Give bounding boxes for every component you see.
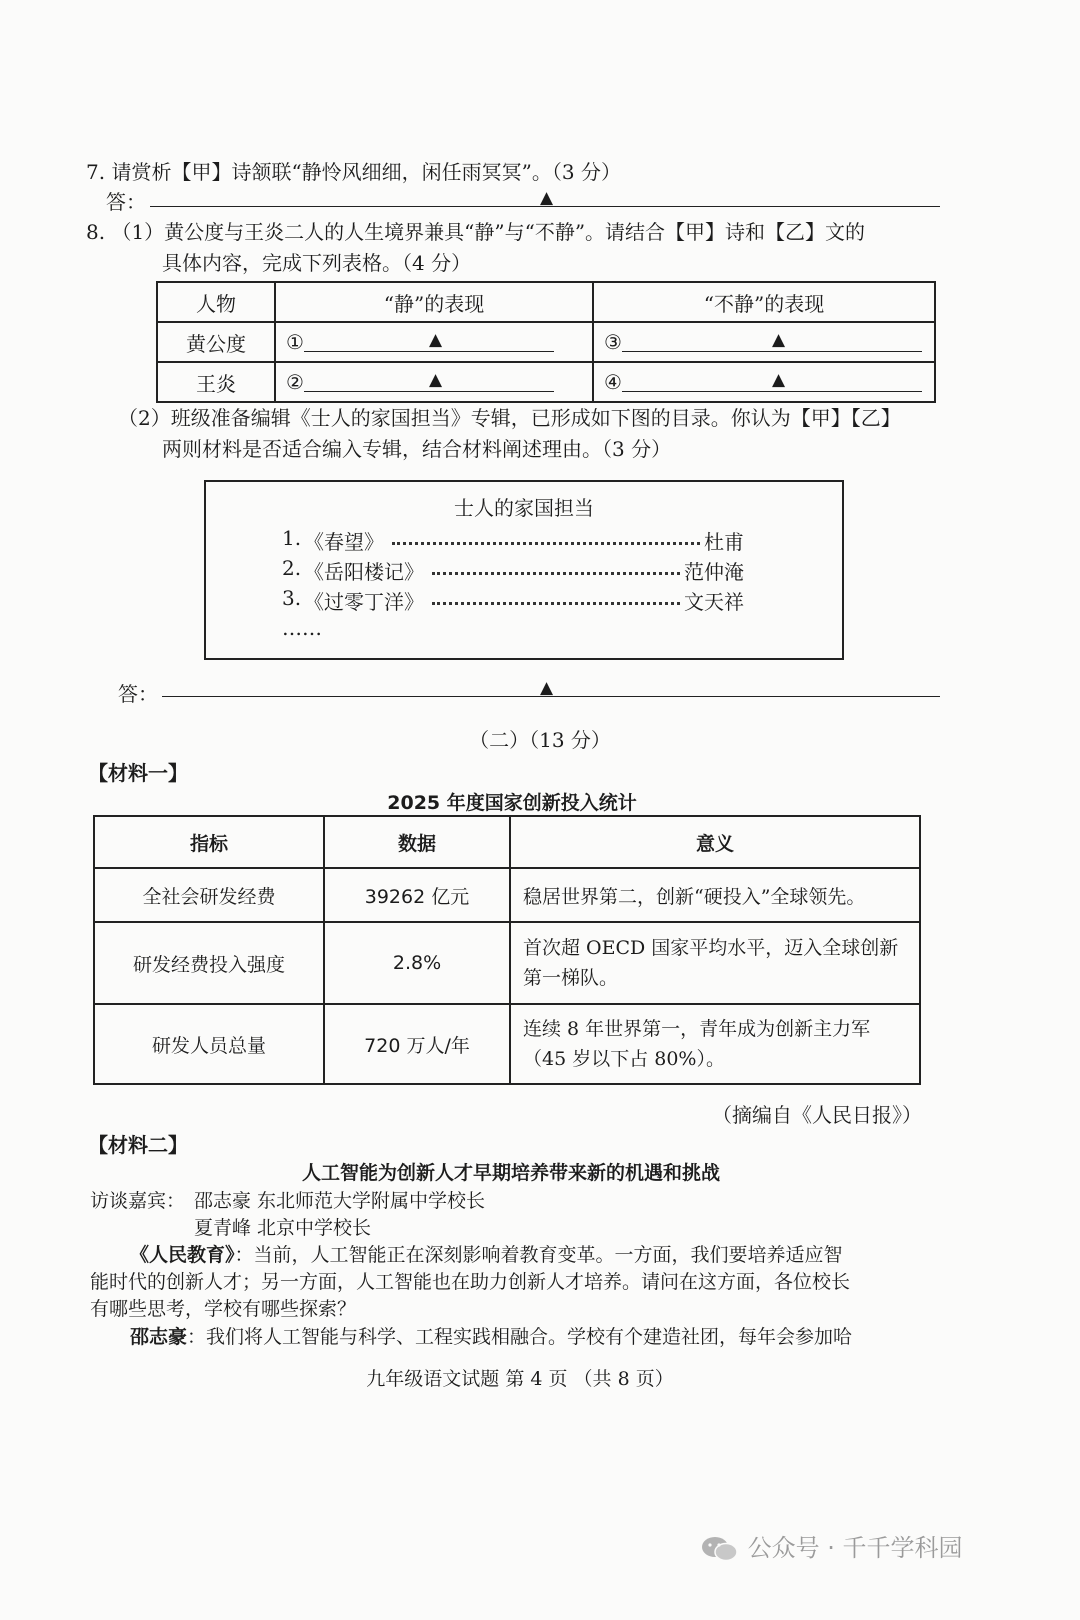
question-8-part2-line2: 两则材料是否适合编入专辑，结合材料阐述理由。（3 分） [162,437,672,461]
table-header-bujing: “不静”的表现 [593,282,935,322]
table-cell-indicator: 全社会研发经费 [94,868,324,922]
blank-marker-triangle: ▲ [428,330,443,350]
question-8-part1-line1: 8. （1）黄公度与王炎二人的人生境界兼具“静”与“不静”。请结合【甲】诗和【乙】文的 [86,220,866,244]
table-cell-data: 39262 亿元 [324,868,510,922]
catalog-item-num: 1. [282,526,302,550]
blank-number: ① [286,330,304,354]
leader-dots [392,542,700,545]
meaning-line: 连续 8 年世界第一，青年成为创新主力军 [523,1018,871,1040]
table-header-person: 人物 [157,282,275,322]
leader-dots [432,572,680,575]
catalog-item-author: 文天祥 [684,590,744,614]
wechat-icon [700,1534,740,1564]
watermark [700,1528,963,1564]
meaning-line: 第一梯队。 [523,967,619,989]
question-8-part2-line1: （2）班级准备编辑《士人的家国担当》专辑，已形成如下图的目录。你认为【甲】【乙】 [118,406,901,430]
speaker-shao-zhihao: 邵志豪 [130,1326,188,1348]
section-2-title: （二）（13 分） [469,728,611,752]
table-cell-data: 2.8% [324,922,510,1004]
blank-marker-triangle: ▲ [771,370,786,390]
fill-blank[interactable] [304,370,554,392]
paragraph-line [130,1322,852,1349]
material-1-source: （摘编自《人民日报》） [712,1103,922,1127]
blank-marker-triangle: ▲ [428,370,443,390]
fill-blank[interactable] [304,330,554,352]
answer-label-q7: 答： [106,190,146,214]
catalog-item-author: 杜甫 [704,530,744,554]
catalog-title: 士人的家国担当 [454,496,594,520]
table-cell-bujing-3[interactable] [593,322,935,362]
meaning-line: （45 岁以下占 80%）。 [523,1048,725,1070]
table-header-meaning: 意义 [510,816,920,868]
question-7: 7. 请赏析【甲】诗颔联“静怜风细细，闲任雨冥冥”。（3 分） [86,160,621,184]
catalog-more: …… [282,616,322,640]
table-header-indicator: 指标 [94,816,324,868]
table-cell-data: 720 万人/年 [324,1004,510,1084]
material-2-title: 人工智能为创新人才早期培养带来新的机遇和挑战 [301,1162,720,1184]
table-cell-meaning [510,868,920,922]
answer-label-q8: 答： [118,682,158,706]
table-cell-person: 黄公度 [157,322,275,362]
paragraph-line: 能时代的创新人才；另一方面，人工智能也在助力创新人才培养。请问在这方面，各位校长 [90,1271,851,1293]
blank-number: ③ [604,330,622,354]
q8-answer-table [156,281,936,403]
meaning-line: 首次超 OECD 国家平均水平，迈入全球创新 [523,937,899,959]
leader-dots [432,602,680,605]
blank-marker-triangle: ▲ [540,188,554,208]
fill-blank[interactable] [622,370,922,392]
table-header-jing: “静”的表现 [275,282,593,322]
catalog-item-work: 《春望》 [304,530,384,554]
table-header-data: 数据 [324,816,510,868]
catalog-item-work: 《过零丁洋》 [304,590,424,614]
meaning-line: 稳居世界第二，创新“硬投入”全球领先。 [523,885,866,908]
table-cell-bujing-4[interactable] [593,362,935,402]
catalog-item-work: 《岳阳楼记》 [304,560,424,584]
blank-number: ④ [604,370,622,394]
innovation-stats-table [93,815,921,1085]
catalog-item-num: 3. [282,586,302,610]
paragraph-text: ：当前，人工智能正在深刻影响着教育变革。一方面，我们要培养适应智 [234,1244,843,1266]
page-footer: 九年级语文试题 第 4 页 （共 8 页） [366,1368,674,1390]
table-cell-meaning [510,1004,920,1084]
table-cell-jing-2[interactable] [275,362,593,402]
paragraph-line [130,1240,843,1267]
material-1-label: 【材料一】 [88,761,188,785]
table-cell-indicator: 研发人员总量 [94,1004,324,1084]
paragraph-line: 有哪些思考，学校有哪些探索？ [90,1298,357,1320]
paragraph-text: ：我们将人工智能与科学、工程实践相融合。学校有个建造社团，每年会参加哈 [187,1326,853,1348]
blank-marker-triangle: ▲ [771,330,786,350]
fill-blank[interactable] [622,330,922,352]
question-8-part1-line2: 具体内容，完成下列表格。（4 分） [162,251,472,275]
guests-label: 访谈嘉宾： [90,1190,186,1212]
guest-2: 夏青峰 北京中学校长 [194,1217,372,1239]
guest-1: 邵志豪 东北师范大学附属中学校长 [194,1190,486,1212]
catalog-item-num: 2. [282,556,302,580]
speaker-renmin-jiaoyu: 《人民教育》 [130,1244,235,1266]
table-cell-indicator: 研发经费投入强度 [94,922,324,1004]
catalog-box [204,480,844,660]
blank-marker-triangle: ▲ [540,678,554,698]
watermark-text: 公众号 · 千千学科园 [747,1534,963,1562]
table-cell-meaning [510,922,920,1004]
table-cell-jing-1[interactable] [275,322,593,362]
blank-number: ② [286,370,304,394]
material-2-label: 【材料二】 [88,1133,188,1157]
catalog-item-author: 范仲淹 [684,560,744,584]
table-cell-person: 王炎 [157,362,275,402]
material-1-title: 2025 年度国家创新投入统计 [387,792,637,814]
